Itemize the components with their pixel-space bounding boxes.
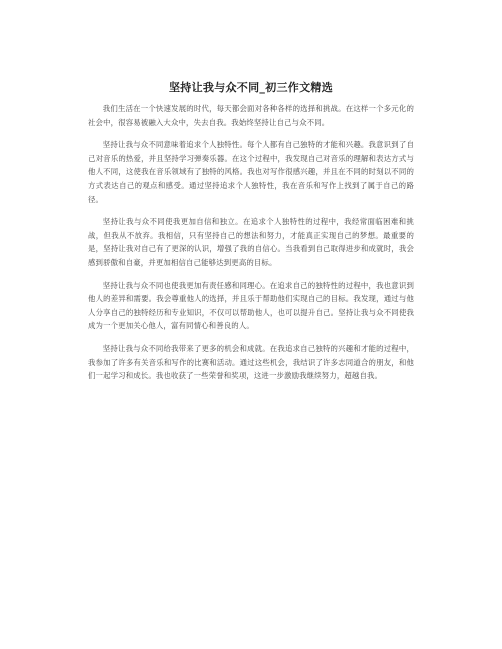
paragraph-2: 坚持让我与众不同意味着追求个人独特性。每个人都有自己独特的才能和兴趣。我意识到了自己对音乐的热爱，并且坚持学习弹奏乐器。在这个过程中，我发现自己对音乐的理解和表达方式与他人不同，这使我在音乐领域有了独特的风格。我也对写作很感兴趣，并且在不同的时刻以不同的方式表达自己的观点和感受。通过坚持追求个人独特性，我在音乐和写作上找到了属于自己的路径。 xyxy=(88,140,414,204)
document-body xyxy=(88,102,414,392)
paragraph-3: 坚持让我与众不同使我更加自信和独立。在追求个人独特性的过程中，我经常面临困难和挑战，但我从不放弃。我相信，只有坚持自己的想法和努力，才能真正实现自己的梦想。最重要的是，坚持让我对自己有了更深的认识，增强了我的自信心。当我看到自己取得进步和成就时，我会感到骄傲和自豪，并更加相信自己能够达到更高的目标。 xyxy=(88,217,414,267)
paragraph-5: 坚持让我与众不同给我带来了更多的机会和成就。在我追求自己独特的兴趣和才能的过程中，我参加了许多有关音乐和写作的比赛和活动。通过这些机会，我结识了许多志同道合的朋友，和他们一起学习和成长。我也收获了一些荣誉和奖项，这进一步激励我继续努力，超越自我。 xyxy=(88,343,414,381)
paragraph-1: 我们生活在一个快速发展的时代，每天都会面对各种各样的选择和挑战。在这样一个多元化的社会中，很容易被融入大众中，失去自我。我始终坚持让自己与众不同。 xyxy=(88,104,414,127)
document-title: 坚持让我与众不同_初三作文精选 xyxy=(169,81,333,94)
paragraph-4: 坚持让我与众不同也使我更加有责任感和同理心。在追求自己的独特性的过程中，我也意识到他人的差异和需要。我会尊重他人的选择，并且乐于帮助他们实现自己的目标。我发现，通过与他人分享自己的独特经历和专业知识，不仅可以帮助他人，也可以提升自己。坚持让我与众不同使我成为一个更加关心他人，富有同情心和善良的人。 xyxy=(88,280,414,331)
